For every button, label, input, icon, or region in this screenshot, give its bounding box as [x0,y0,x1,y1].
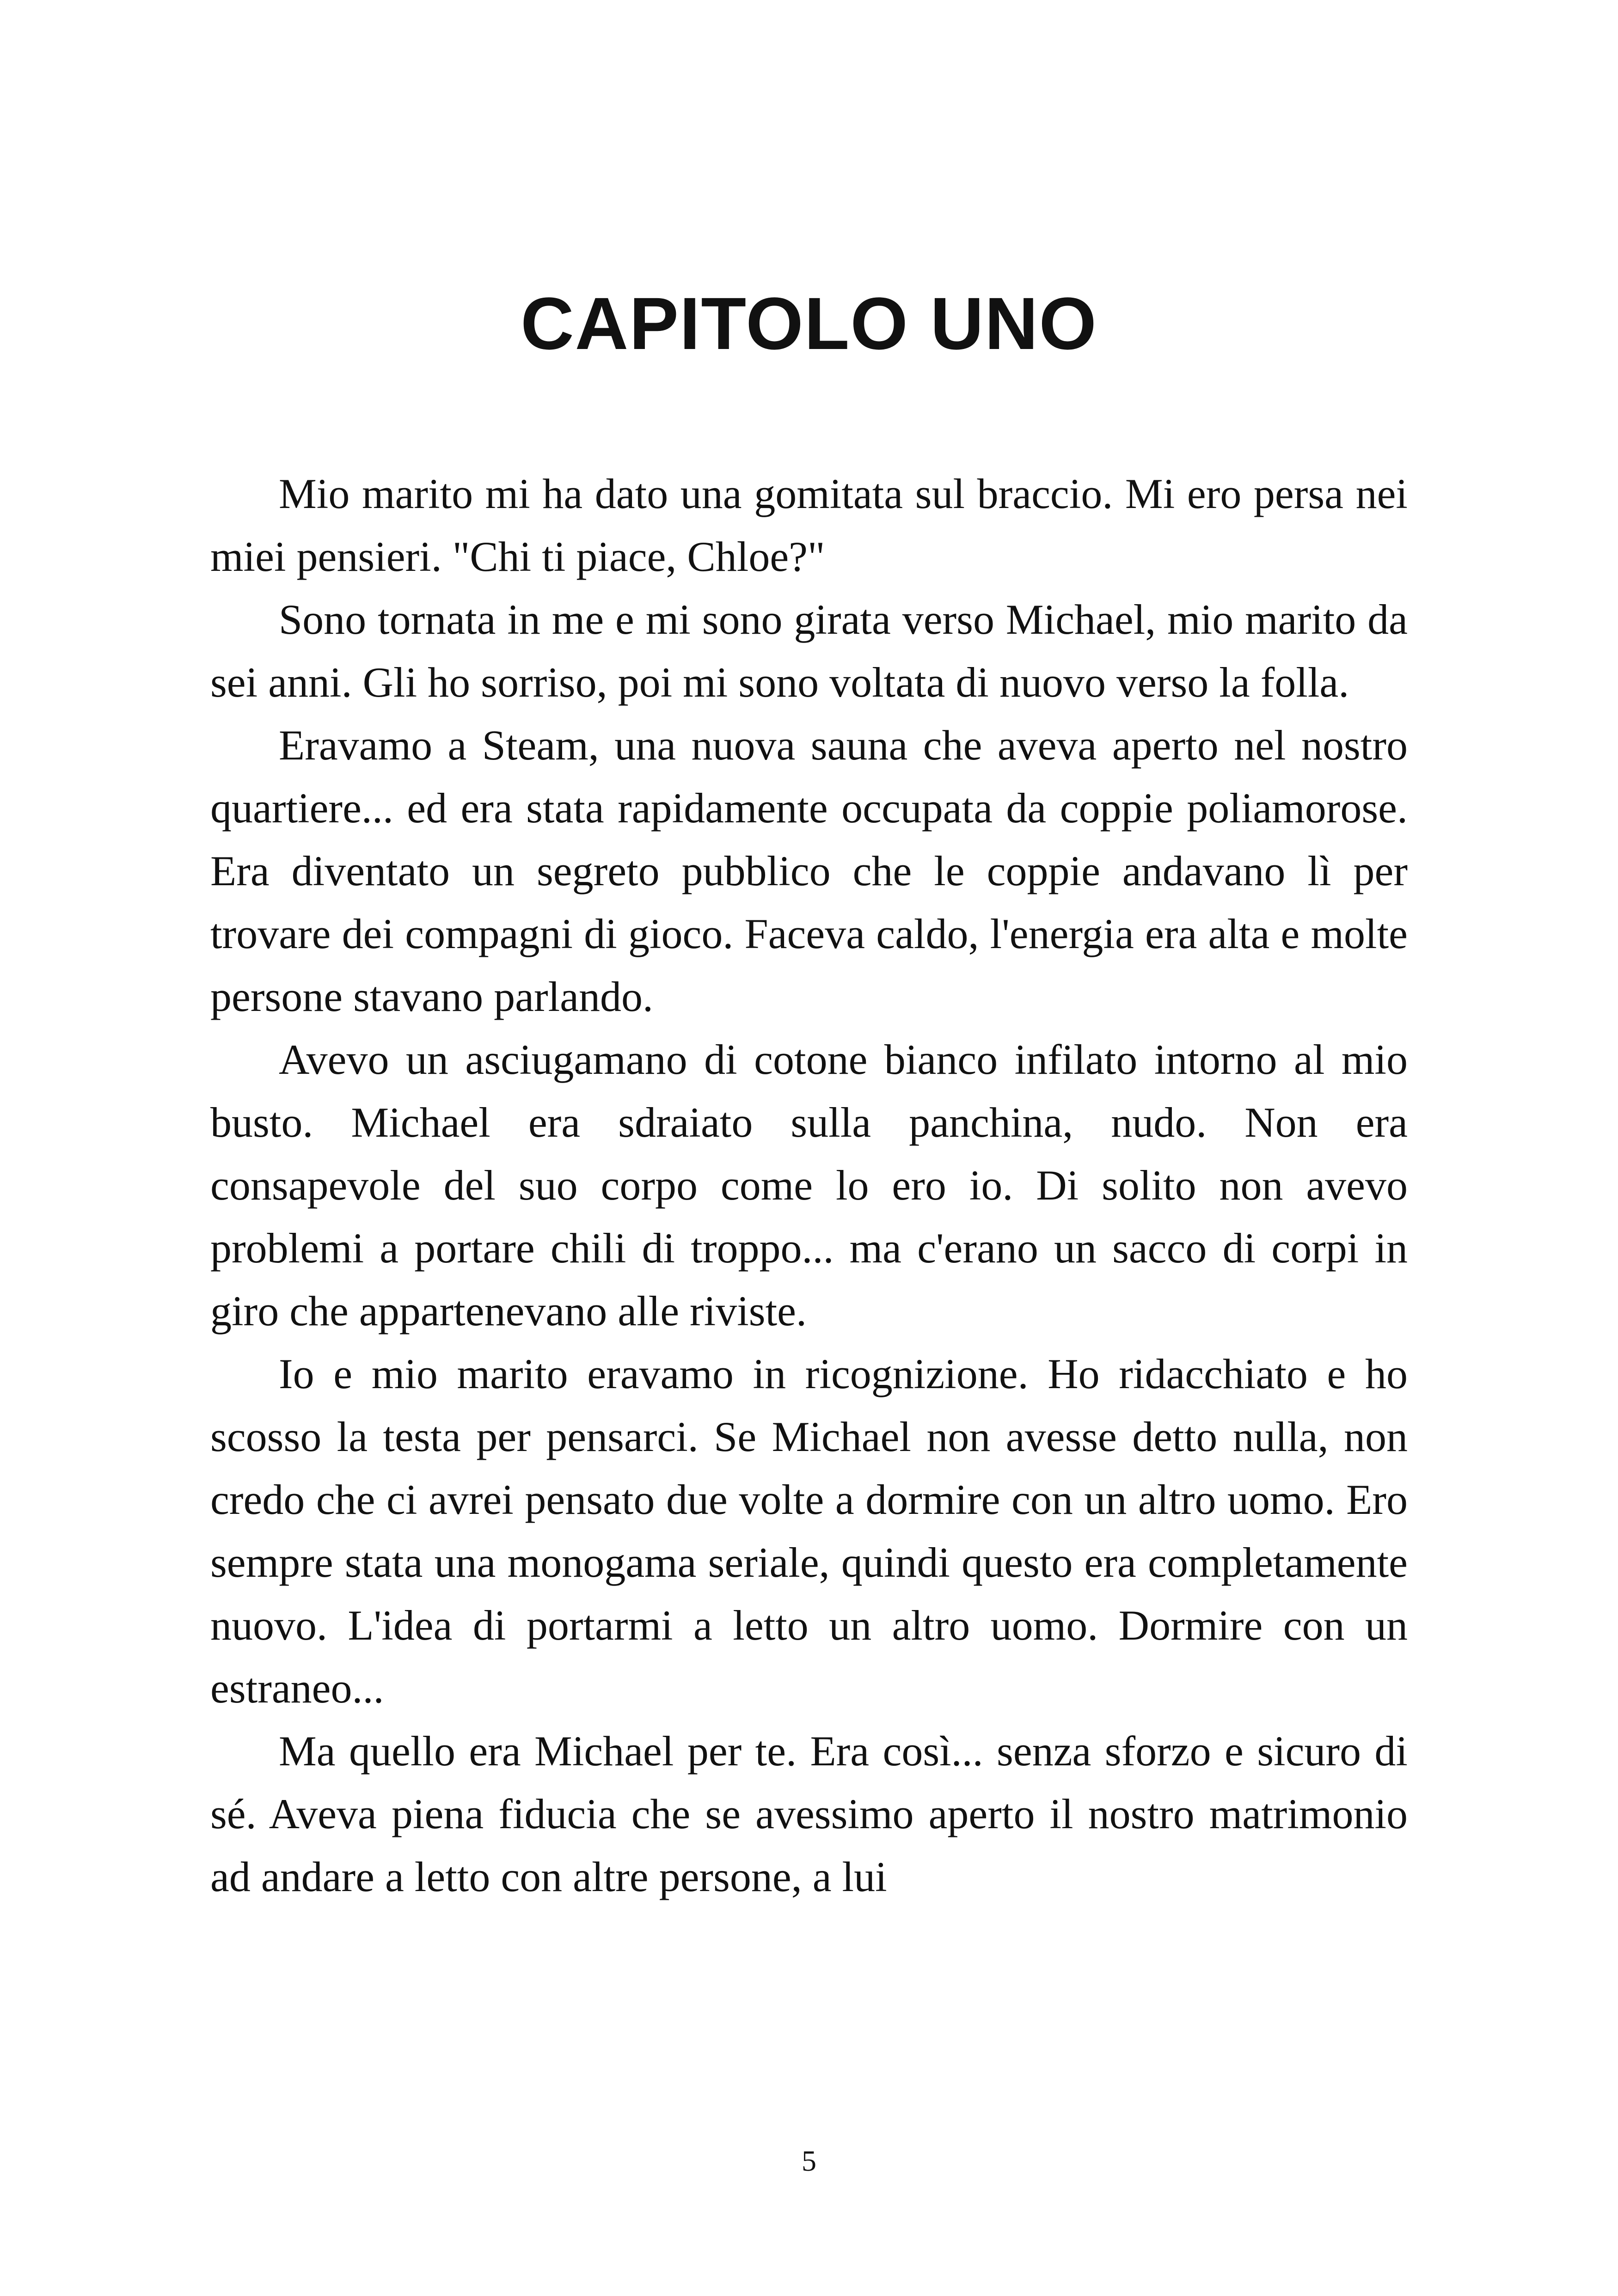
chapter-body [210,462,1408,1908]
paragraph: Mio marito mi ha dato una gomitata sul braccio. Mi ero persa nei miei pensieri. "Chi ti piace, Chloe?" [210,470,1408,580]
paragraph: Avevo un asciugamano di cotone bianco infilato intorno al mio busto. Michael era sdraiato sulla panchina, nudo. Non era consapevole del suo corpo come lo ero io. Di solito non avevo problemi a portare chili di troppo... ma c'erano un sacco di corpi in giro che appartenevano alle riviste. [210,1036,1408,1335]
paragraph: Io e mio marito eravamo in ricognizione. Ho ridacchiato e ho scosso la testa per pensarci. Se Michael non avesse detto nulla, non credo che ci avrei pensato due volte a dormire con un altro uomo. Ero sempre stata una monogama seriale, quindi questo era completamente nuovo. L'idea di portarmi a letto un altro uomo. Dormire con un estraneo... [210,1350,1408,1712]
chapter-title: CAPITOLO UNO [521,282,1097,365]
paragraph: Sono tornata in me e mi sono girata verso Michael, mio marito da sei anni. Gli ho sorriso, poi mi sono voltata di nuovo verso la folla. [210,596,1408,706]
page-number: 5 [802,2144,816,2177]
paragraph: Ma quello era Michael per te. Era così... senza sforzo e sicuro di sé. Aveva piena fiducia che se avessimo aperto il nostro matrimonio ad andare a letto con altre persone, a lui [210,1727,1408,1900]
paragraph: Eravamo a Steam, una nuova sauna che aveva aperto nel nostro quartiere... ed era stata rapidamente occupata da coppie poliamorose. Era diventato un segreto pubblico che le coppie andavano lì per trovare dei compagni di gioco. Faceva caldo, l'energia era alta e molte persone stavano parlando. [210,722,1408,1020]
